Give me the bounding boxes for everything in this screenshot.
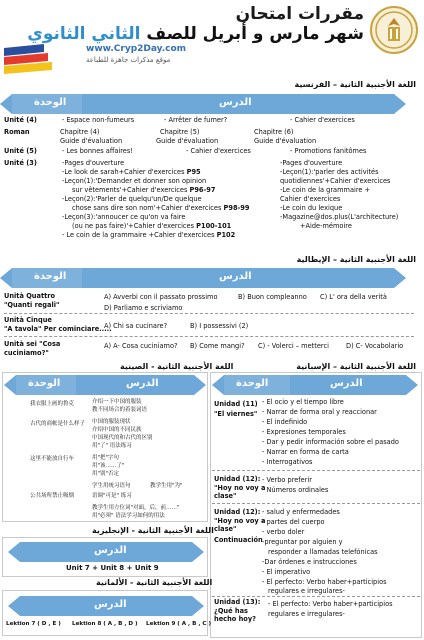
spanish-unit: Unidad (11): [214, 400, 258, 408]
chinese-header-bar: [70, 375, 206, 395]
ministry-logo: [370, 6, 418, 54]
french-line: Guide d'évaluation: [254, 137, 317, 145]
french-line: - Espace non-fumeurs: [62, 116, 135, 124]
page-title: مقررات امتحان: [235, 4, 364, 24]
chinese-lesson: 教学生用"为": [150, 483, 183, 489]
spanish-lesson: - El ocio y el tiempo libre: [262, 398, 344, 406]
spanish-lesson: -Dar órdenes e instrucciones: [262, 558, 357, 566]
french-line: (ou ne pas faire)'+Cahier d'exercices P100-101: [72, 222, 232, 230]
italian-item: C) L' ora della verità: [320, 293, 387, 301]
spanish-unit: ¿Qué has hecho hoy?: [214, 607, 256, 624]
chinese-lesson: 用"别"否定: [92, 471, 120, 477]
lesson-header: الدرس: [219, 97, 252, 108]
chinese-lesson: 用"把"字句: [92, 455, 120, 461]
site-tagline: موقع مذكرات جاهزة للطباعة: [86, 56, 171, 64]
french-line: - Le coin de la grammaire +Cahier d'exercices P102: [62, 231, 236, 239]
unit-header: الوحدة: [34, 271, 67, 282]
site-logo-icon: [4, 42, 84, 76]
italian-item: D) C- Vocabolario: [346, 342, 404, 350]
unit-header: الوحدة: [34, 97, 67, 108]
italian-unit: Unità Quattro: [4, 292, 56, 300]
german-item: Lektion 7 ( D , E ): [6, 621, 61, 627]
french-line: quotidiennes'+Cahier d'exercices: [280, 177, 391, 185]
french-line: Cahier d'exercices: [280, 195, 341, 203]
italian-unit: cuciniamo?": [4, 349, 49, 357]
french-line: - Cahier d'exercices: [290, 116, 355, 124]
german-header-bar: [8, 596, 204, 616]
subtitle-main: شهر مارس و أبريل للصف: [146, 24, 364, 44]
chinese-lesson: 介绍中国的不同民族: [92, 427, 142, 433]
spanish-lesson: - Narrar en forma de carta: [262, 448, 349, 456]
french-line: Guide d'évaluation: [60, 137, 123, 145]
chinese-lesson: 学生用统习语句: [92, 483, 131, 489]
chinese-unit: 我衣服上画的鲁克: [30, 401, 75, 407]
chinese-lesson: 用"该……了": [92, 463, 125, 469]
italian-item: B) Buon compleanno: [238, 293, 307, 301]
spanish-unit: "El viernes": [214, 410, 258, 418]
french-unit-bar: [0, 94, 82, 114]
french-line: -Pages d'ouverture: [280, 159, 343, 167]
spanish-lesson: - verbo doler: [262, 528, 305, 536]
spanish-unit: "Hoy no voy a clase": [214, 517, 266, 534]
french-section-title: اللغة الأجنبية الثانية – الفرنسية: [294, 80, 416, 89]
spanish-unit: Unidad (13):: [214, 598, 261, 606]
italian-unit: "A tavola" Per cominciare.....: [4, 325, 112, 333]
spanish-section-title: اللغة الأجنبية الثانية – الإسبانية: [296, 362, 416, 371]
french-line: - Arrêter de fumer?: [164, 116, 228, 124]
german-item: Lektion 8 ( A , B , D ): [72, 621, 138, 627]
spanish-lesson: regulares e irregulares-: [268, 587, 345, 595]
chinese-lesson: 教学生用方位词"对面，后，前……": [92, 505, 180, 511]
french-line: chose sans dire son nom'+Cahier d'exercices P98-99: [72, 204, 250, 212]
lesson-header: الدرس: [219, 271, 252, 282]
french-line: -Magazine@dos.plus(L'architecture): [280, 213, 399, 221]
italian-section-title: اللغة الأجنبية الثانية – الإيطالية: [296, 255, 416, 264]
spanish-lesson: - Dar y pedir información sobre el pasado: [262, 438, 399, 446]
french-line: Unité (5): [4, 147, 37, 155]
italian-item: A) Chi sa cucinare?: [104, 322, 168, 330]
german-section-title: اللغة الأجنبية الثانية - الألمانية: [96, 578, 213, 587]
french-line: -Leçon(1):'Demander et donner son opinion: [62, 177, 207, 185]
italian-item: B) Come mangi?: [190, 342, 245, 350]
french-line: Unité (4): [4, 116, 37, 124]
spanish-lesson: - Expresiones temporales: [262, 428, 346, 436]
spanish-lesson: - El perfecto: Verbo haber+participios: [262, 578, 387, 586]
english-section-title: اللغة الأجنبية الثانية - الإنجليزية: [92, 526, 214, 535]
spanish-unit-bar: [212, 375, 290, 395]
german-item: Lektion 9 ( A , B , C ): [146, 621, 212, 627]
chinese-unit: 公共场所禁止吸烟: [30, 493, 75, 499]
french-line: -Le coin du lexique: [280, 204, 343, 212]
french-line: Chapitre (4): [60, 128, 100, 136]
french-line: Chapitre (5): [160, 128, 200, 136]
page-subtitle: [27, 24, 364, 44]
chinese-lesson: 中国的服装现状: [92, 419, 131, 425]
french-line: -Le look de sarah+Cahier d'exercices P95: [62, 168, 201, 176]
spanish-lesson: - El indefinido: [262, 418, 308, 426]
spanish-header-bar: [284, 375, 418, 395]
french-line: sur vêtements'+Cahier d'exercices P96-97: [72, 186, 216, 194]
spanish-lesson: - El perfecto: Verbo haber+participios: [268, 600, 393, 608]
chinese-lesson: 用"必须" 语法学习如何的用法: [92, 513, 165, 519]
italian-unit: Unità Cinque: [4, 316, 52, 324]
spanish-unit: Continuación: [214, 536, 263, 544]
spanish-unit: Unidad (12):: [214, 475, 261, 483]
unit-header: الوحدة: [28, 378, 61, 389]
french-line: - Cahier d'exercices: [186, 147, 251, 155]
chinese-lesson: 介绍一下中国的服装: [92, 399, 142, 405]
italian-unit: "Quanti regali": [4, 301, 60, 309]
french-line: Chapitre (6): [254, 128, 294, 136]
spanish-lesson: - salud y enfermedades: [262, 508, 340, 516]
french-line: +Aide-mémoire: [300, 222, 352, 230]
page-header: [0, 0, 424, 80]
french-line: -Le coin de la grammaire +: [280, 186, 371, 194]
spanish-lesson: - Interrogativos: [262, 458, 313, 466]
italian-item: A) Avverbi con il passato prossimo: [104, 293, 218, 301]
italian-item: B) I possessivi (2): [190, 322, 249, 330]
spanish-lesson: - El imperativo: [262, 568, 311, 576]
chinese-unit: 这里不能放自行车: [30, 456, 75, 462]
italian-item: A) A- Cosa cuciniamo?: [104, 342, 178, 350]
chinese-section-title: اللغة الأجنبية الثانية - الصينية: [120, 362, 234, 371]
french-line: Guide d'évaluation: [156, 137, 219, 145]
site-url[interactable]: www.Cryp2Day.com: [86, 44, 187, 54]
english-header-bar: [8, 542, 204, 562]
spanish-unit: "Hoy no voy a clase": [214, 484, 266, 501]
chinese-lesson: 用"了" 语法练习: [92, 443, 132, 449]
chinese-lesson: 中国现代的和古代的区别: [92, 435, 153, 441]
chinese-lesson: 教不同场合的着装词语: [92, 407, 148, 413]
italian-unit: Unità sei "Cosa: [4, 340, 61, 348]
french-line: -Leçon(3):'annoucer ce qu'on va faire: [62, 213, 186, 221]
chinese-unit-bar: [4, 375, 76, 395]
french-line: -Pages d'ouverture: [62, 159, 125, 167]
french-line: -Leçon(1):'parler des activités: [280, 168, 379, 176]
lesson-header: الدرس: [94, 545, 127, 556]
english-content: Unit 7 + Unit 8 + Unit 9: [66, 564, 159, 572]
french-line: -Leçon(2):'Parler de quelqu'un/De quelque: [62, 195, 202, 203]
french-line: - Les bonnes affaires!: [62, 147, 133, 155]
italian-item: D) Parliamo e scriviamo: [104, 304, 183, 312]
spanish-lesson: -preguntar por alguien y: [262, 538, 343, 546]
italian-unit-bar: [0, 268, 82, 288]
french-line: - Promotions fanitômes: [290, 147, 367, 155]
italian-item: C) - Volerci – metterci: [258, 342, 329, 350]
chinese-lesson: 语调"可是" 练习: [92, 493, 132, 499]
unit-header: الوحدة: [236, 378, 269, 389]
spanish-lesson: - Narrar de forma oral y reaccionar: [262, 408, 377, 416]
spanish-lesson: responder a llamadas telefónicas: [268, 548, 378, 556]
spanish-lesson: - Verbo preferir: [262, 476, 312, 484]
spanish-lesson: - partes del cuerpo: [262, 518, 325, 526]
lesson-header: الدرس: [94, 599, 127, 610]
lesson-header: الدرس: [330, 378, 363, 389]
lesson-header: الدرس: [126, 378, 159, 389]
spanish-lesson: regulares e irregulares-: [268, 610, 345, 618]
subtitle-accent: الثاني الثانوي: [27, 24, 141, 44]
spanish-lesson: - Números ordinales: [262, 486, 329, 494]
spanish-unit: Unidad (12):: [214, 508, 261, 516]
chinese-unit: 古代的商帐是什么样子: [30, 421, 86, 427]
french-line: Roman: [4, 128, 30, 136]
french-line: Unité (3): [4, 159, 37, 167]
